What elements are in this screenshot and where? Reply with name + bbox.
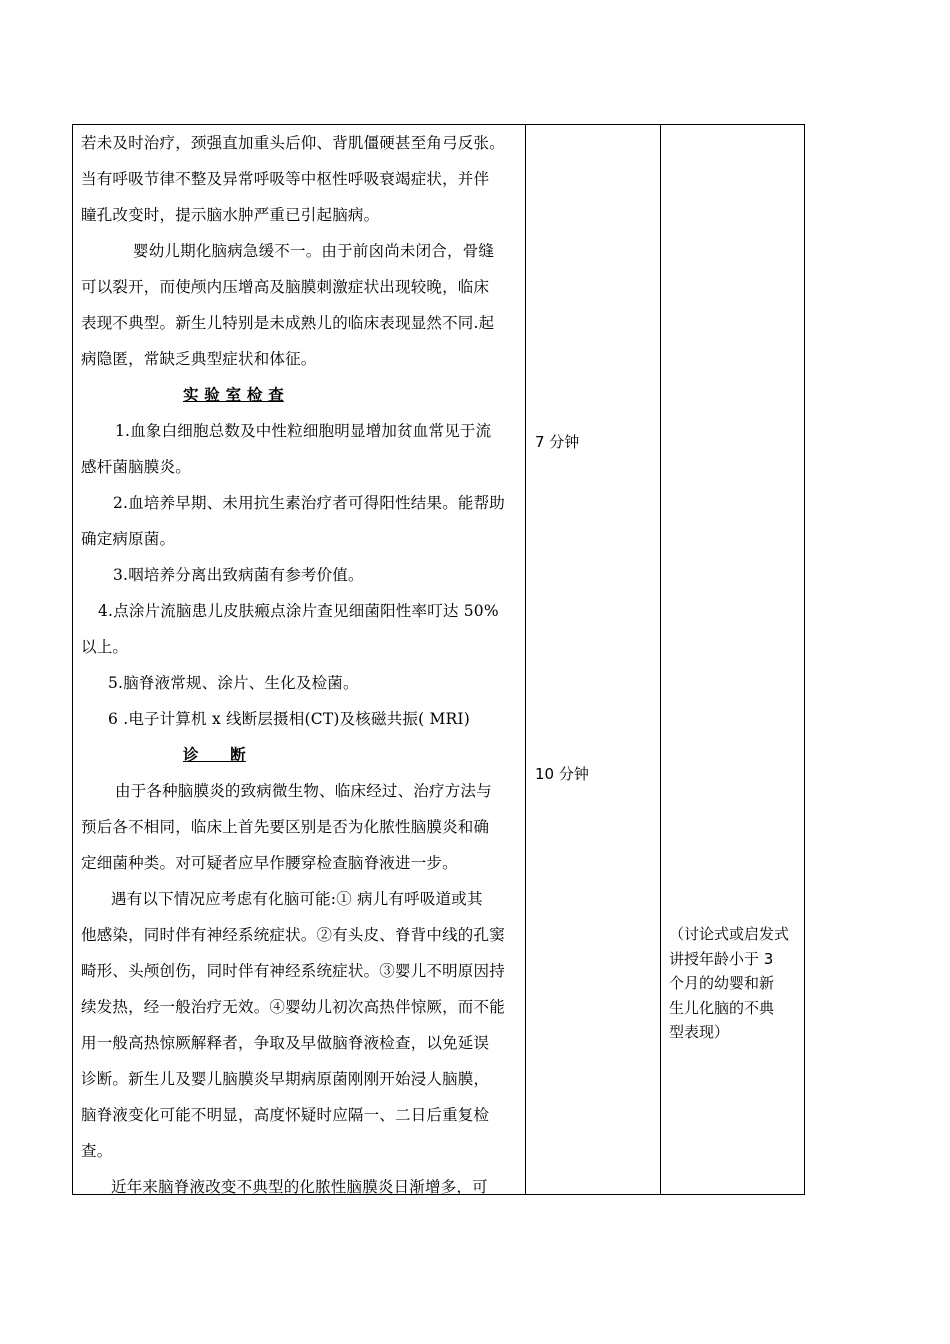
paragraph-line: 可以裂开，而使颅内压增高及脑膜刺激症状出现较晚，临床 — [81, 278, 490, 296]
paragraph-line: 遇有以下情况应考虑有化脑可能:① 病儿有呼吸道或其 — [111, 890, 483, 908]
paragraph-line: 脑脊液变化可能不明显，高度怀疑时应隔一、二日后重复检 — [81, 1106, 490, 1124]
time-allocation-lab-tests: 7 分钟 — [535, 433, 580, 451]
paragraph-line: 3.咽培养分离出致病菌有参考价值。 — [113, 566, 364, 584]
paragraph-line: 4.点涂片流脑患儿皮肤瘢点涂片查见细菌阳性率叮达 50% — [98, 602, 499, 620]
lesson-plan-table — [72, 124, 805, 1195]
content-column — [81, 125, 521, 1205]
paragraph-line: 以上。 — [81, 638, 129, 656]
paragraph-line: 查。 — [81, 1142, 113, 1160]
paragraph-line: 感杆菌脑膜炎。 — [81, 458, 191, 476]
paragraph-line: 5.脑脊液常规、涂片、生化及检菌。 — [108, 674, 359, 692]
note-line: 型表现） — [669, 1023, 730, 1041]
column-divider-2 — [660, 125, 661, 1194]
paragraph-line: 续发热，经一般治疗无效。④婴幼儿初次高热伴惊厥，而不能 — [81, 998, 505, 1016]
paragraph-line: 确定病原菌。 — [81, 530, 176, 548]
note-line: 讲授年龄小于 3 — [669, 949, 774, 968]
paragraph-line: 他感染，同时伴有神经系统症状。②有头皮、脊背中线的孔窦 — [81, 926, 505, 944]
note-line: （讨论式或启发式 — [669, 925, 790, 943]
paragraph-line: 用一般高热惊厥解释者，争取及早做脑脊液检查，以免延误 — [81, 1034, 490, 1052]
paragraph-line: 表现不典型。新生儿特别是未成熟儿的临床表现显然不同.起 — [81, 314, 495, 332]
paragraph-line: 预后各不相同，临床上首先要区别是否为化脓性脑膜炎和确 — [81, 818, 490, 836]
paragraph-line: 若未及时治疗，颈强直加重头后仰、背肌僵硬甚至角弓反张。 — [81, 134, 505, 152]
paragraph-line: 定细菌种类。对可疑者应早作腰穿检查脑脊液进一步。 — [81, 854, 458, 872]
section-heading-diagnosis: 诊 断 — [183, 745, 246, 764]
teaching-method-note — [669, 922, 799, 1045]
column-divider-1 — [525, 125, 526, 1194]
paragraph-line: 婴幼儿期化脑病急缓不一。由于前囟尚未闭合，骨缝 — [133, 242, 495, 260]
paragraph-line: 近年来脑脊液改变不典型的化脓性脑膜炎日渐增多，可 — [111, 1178, 488, 1196]
paragraph-line: 诊断。新生儿及婴儿脑膜炎早期病原菌刚刚开始浸人脑膜， — [81, 1070, 490, 1088]
note-line: 生儿化脑的不典 — [669, 998, 775, 1017]
paragraph-line: 病隐匿，常缺乏典型症状和体征。 — [81, 350, 317, 368]
section-heading-lab-tests: 实 验 室 检 查 — [183, 385, 284, 404]
paragraph-line: 2.血培养早期、未用抗生素治疗者可得阳性结果。能帮助 — [113, 494, 505, 512]
paragraph-line: 瞳孔改变时，提示脑水肿严重已引起脑病。 — [81, 206, 380, 224]
paragraph-line: 1.血象白细胞总数及中性粒细胞明显增加贫血常见于流 — [115, 422, 492, 440]
note-line: 个月的幼婴和新 — [669, 974, 775, 992]
paragraph-line: 当有呼吸节律不整及异常呼吸等中枢性呼吸衰竭症状，并伴 — [81, 170, 490, 188]
paragraph-line: 6 .电子计算机 x 线断层摄相(CT)及核磁共振( MRI) — [108, 710, 470, 728]
paragraph-line: 畸形、头颅创伤，同时伴有神经系统症状。③婴儿不明原因持 — [81, 962, 505, 980]
time-allocation-diagnosis: 10 分钟 — [535, 765, 589, 783]
paragraph-line: 由于各种脑膜炎的致病微生物、临床经过、治疗方法与 — [115, 782, 492, 800]
